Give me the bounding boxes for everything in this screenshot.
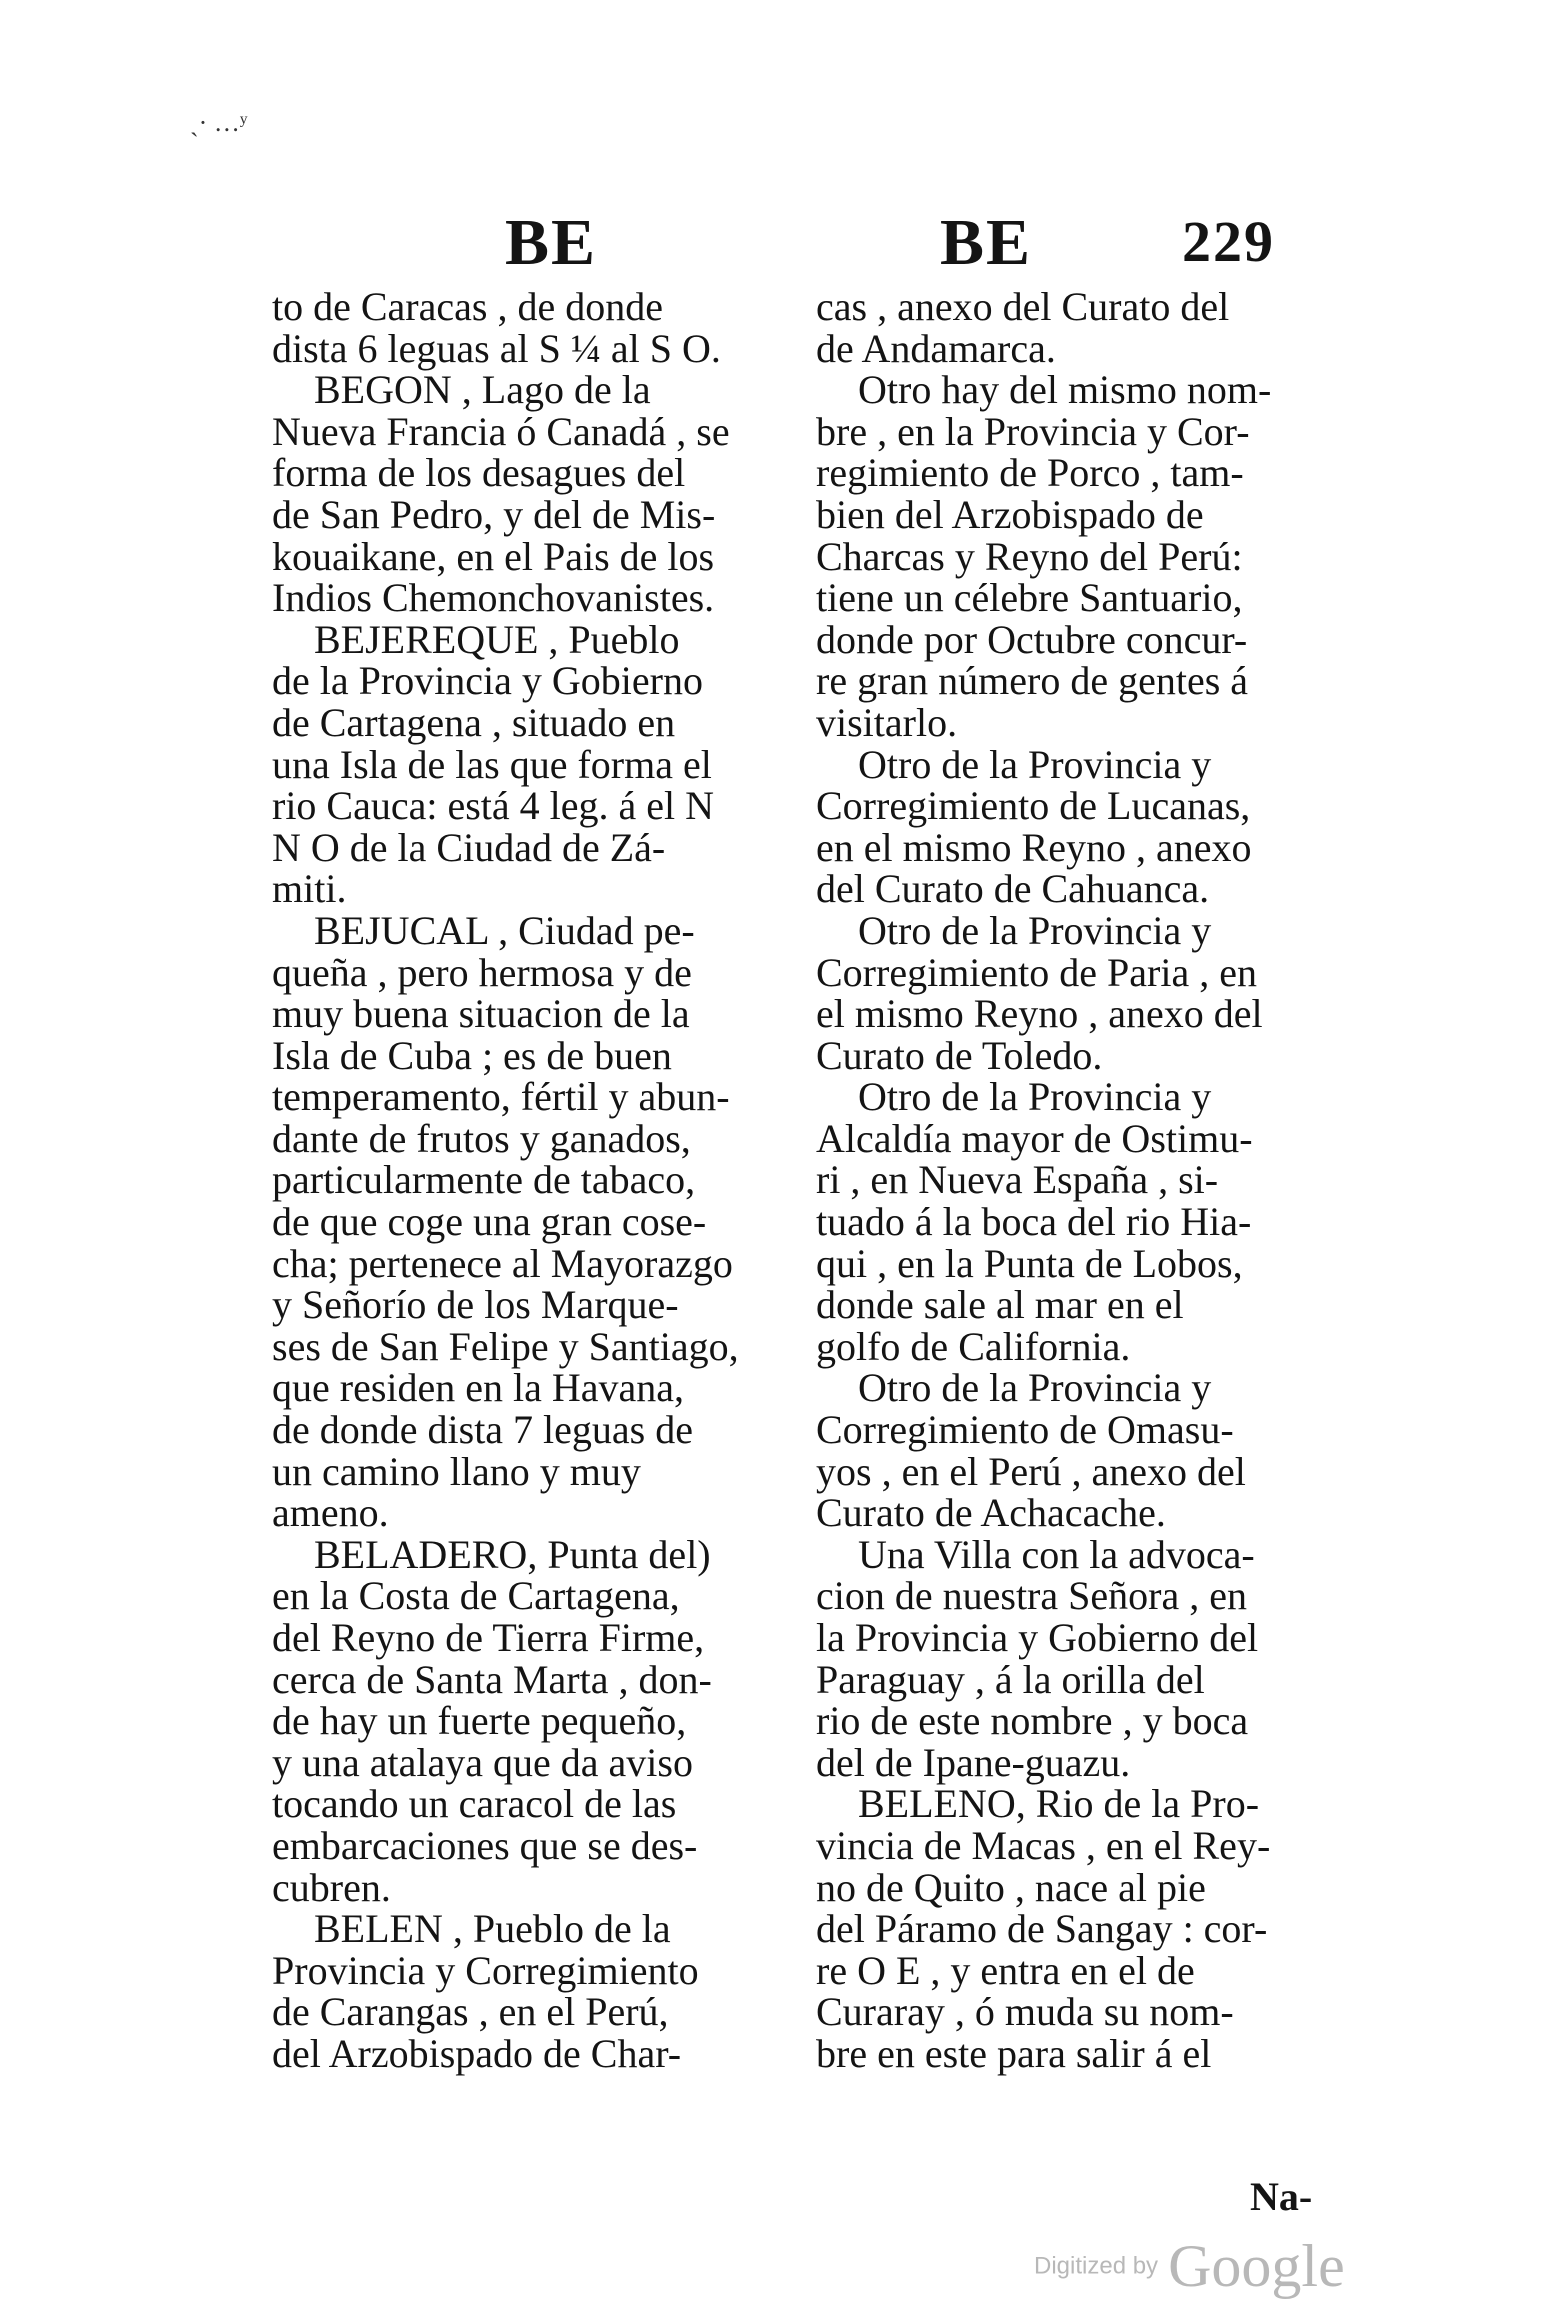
text-line: de donde dista 7 leguas de: [272, 1407, 693, 1453]
text-line: to de Caracas , de donde: [272, 284, 663, 329]
text-line: del Arzobispado de Char-: [272, 2030, 682, 2076]
text-line: golfo de California.: [816, 1323, 1131, 1369]
text-line: re O E , y entra en el de: [816, 1947, 1195, 1993]
text-line: Otro de la Provincia y: [858, 1365, 1212, 1411]
text-line: tuado á la boca del rio Hia-: [816, 1199, 1252, 1245]
text-line: embarcaciones que se des-: [272, 1822, 698, 1868]
text-line: yos , en el Perú , anexo del: [816, 1448, 1246, 1494]
paragraph: [272, 907, 782, 1536]
text-line: Paraguay , á la orilla del: [816, 1656, 1205, 1702]
text-line: donde sale al mar en el: [816, 1282, 1184, 1328]
left-running-head: BE: [505, 206, 598, 279]
text-line: Nueva Francia ó Canadá , se: [272, 408, 730, 454]
text-line: forma de los desagues del: [272, 450, 686, 496]
paragraph: [272, 1531, 782, 1910]
paragraph: [272, 616, 782, 912]
text-line: BELEN , Pueblo de la: [314, 1906, 671, 1952]
text-line: bre en este para salir á el: [816, 2030, 1212, 2076]
paragraph: [816, 741, 1336, 912]
text-line: BELADERO, Punta del): [314, 1531, 711, 1577]
text-line: Corregimiento de Omasu-: [816, 1407, 1234, 1453]
digitized-by-watermark: [1034, 2232, 1345, 2301]
text-line: una Isla de las que forma el: [272, 741, 712, 787]
text-line: vincia de Macas , en el Rey-: [816, 1822, 1271, 1868]
text-line: BELENO, Rio de la Pro-: [858, 1781, 1260, 1827]
text-line: y una atalaya que da aviso: [272, 1739, 693, 1785]
google-brand-text: Google: [1168, 2233, 1345, 2299]
page-number: 229: [1182, 209, 1275, 274]
paragraph: [816, 286, 1336, 369]
text-line: cubren.: [272, 1864, 391, 1910]
text-line: Curato de Toledo.: [816, 1032, 1103, 1078]
text-line: tiene un célebre Santuario,: [816, 575, 1243, 621]
text-line: de que coge una gran cose-: [272, 1199, 707, 1245]
text-line: cerca de Santa Marta , don-: [272, 1656, 712, 1702]
text-line: Curato de Achacache.: [816, 1490, 1166, 1536]
text-line: donde por Octubre concur-: [816, 616, 1248, 662]
text-line: Corregimiento de Lucanas,: [816, 783, 1251, 829]
text-line: miti.: [272, 866, 347, 912]
text-line: tocando un caracol de las: [272, 1781, 677, 1827]
text-line: temperamento, fértil y abun-: [272, 1074, 730, 1120]
text-line: visitarlo.: [816, 699, 958, 745]
paragraph: [816, 369, 1336, 743]
text-line: Alcaldía mayor de Ostimu-: [816, 1115, 1253, 1161]
text-line: bre , en la Provincia y Cor-: [816, 408, 1250, 454]
text-line: Otro hay del mismo nom-: [858, 367, 1272, 413]
text-line: ri , en Nueva España , si-: [816, 1157, 1219, 1203]
text-line: Una Villa con la advoca-: [858, 1531, 1255, 1577]
text-line: Corregimiento de Paria , en: [816, 949, 1257, 995]
text-line: en la Costa de Cartagena,: [272, 1573, 680, 1619]
text-line: Otro de la Provincia y: [858, 1074, 1212, 1120]
paragraph: [816, 907, 1336, 1078]
text-line: no de Quito , nace al pie: [816, 1864, 1206, 1910]
text-line: Otro de la Provincia y: [858, 907, 1212, 953]
text-line: Indios Chemonchovanistes.: [272, 575, 715, 621]
text-line: N O de la Ciudad de Zá-: [272, 824, 666, 870]
paragraph: [272, 1908, 782, 2074]
paragraph: [272, 286, 782, 369]
text-line: el mismo Reyno , anexo del: [816, 991, 1263, 1037]
paragraph: [816, 1531, 1336, 1785]
text-line: BEGON , Lago de la: [314, 367, 651, 413]
text-line: de Andamarca.: [816, 325, 1056, 371]
left-column: [272, 286, 782, 2075]
text-line: del Curato de Cahuanca.: [816, 866, 1210, 912]
text-line: del Páramo de Sangay : cor-: [816, 1906, 1268, 1952]
text-line: re gran número de gentes á: [816, 658, 1249, 704]
right-running-head: BE: [940, 206, 1033, 279]
text-line: de San Pedro, y del de Mis-: [272, 491, 716, 537]
text-line: la Provincia y Gobierno del: [816, 1615, 1259, 1660]
text-line: de Carangas , en el Perú,: [272, 1989, 669, 2035]
text-line: muy buena situacion de la: [272, 991, 690, 1037]
text-line: dante de frutos y ganados,: [272, 1115, 691, 1161]
text-line: Curaray , ó muda su nom-: [816, 1989, 1234, 2035]
text-line: ses de San Felipe y Santiago,: [272, 1323, 739, 1369]
text-line: de Cartagena , situado en: [272, 699, 676, 745]
text-line: BEJUCAL , Ciudad pe-: [314, 907, 695, 953]
text-line: kouaikane, en el Pais de los: [272, 533, 715, 579]
text-line: un camino llano y muy: [272, 1448, 641, 1494]
text-line: cas , anexo del Curato del: [816, 284, 1230, 329]
corner-mark: ˎ· …ʸ: [190, 108, 248, 137]
text-line: dista 6 leguas al S ¼ al S O.: [272, 325, 721, 371]
text-line: cha; pertenece al Mayorazgo: [272, 1240, 733, 1286]
text-line: regimiento de Porco , tam-: [816, 450, 1244, 496]
text-line: en el mismo Reyno , anexo: [816, 824, 1252, 870]
text-line: bien del Arzobispado de: [816, 491, 1204, 537]
text-line: Isla de Cuba ; es de buen: [272, 1032, 672, 1078]
text-line: y Señorío de los Marque-: [272, 1282, 679, 1328]
right-column: [816, 286, 1336, 2075]
text-line: ameno.: [272, 1490, 389, 1536]
text-line: qui , en la Punta de Lobos,: [816, 1240, 1243, 1286]
paragraph: [816, 1365, 1336, 1536]
text-line: Provincia y Corregimiento: [272, 1947, 699, 1993]
text-line: rio de este nombre , y boca: [816, 1698, 1249, 1744]
text-line: del Reyno de Tierra Firme,: [272, 1615, 705, 1660]
text-line: del de Ipane-guazu.: [816, 1739, 1131, 1785]
paragraph: [816, 1783, 1336, 2074]
text-line: cion de nuestra Señora , en: [816, 1573, 1247, 1619]
text-line: BEJEREQUE , Pueblo: [314, 616, 680, 662]
text-line: de la Provincia y Gobierno: [272, 658, 703, 704]
text-line: rio Cauca: está 4 leg. á el N: [272, 783, 715, 829]
text-line: que residen en la Havana,: [272, 1365, 685, 1411]
text-line: particularmente de tabaco,: [272, 1157, 696, 1203]
text-line: de hay un fuerte pequeño,: [272, 1698, 687, 1744]
digitized-by-text: Digitized by: [1034, 2252, 1159, 2280]
text-line: queña , pero hermosa y de: [272, 949, 692, 995]
paragraph: [816, 1076, 1336, 1367]
catchword: Na-: [1250, 2174, 1313, 2219]
text-line: Otro de la Provincia y: [858, 741, 1212, 787]
text-line: Charcas y Reyno del Perú:: [816, 533, 1243, 579]
paragraph: [272, 369, 782, 619]
